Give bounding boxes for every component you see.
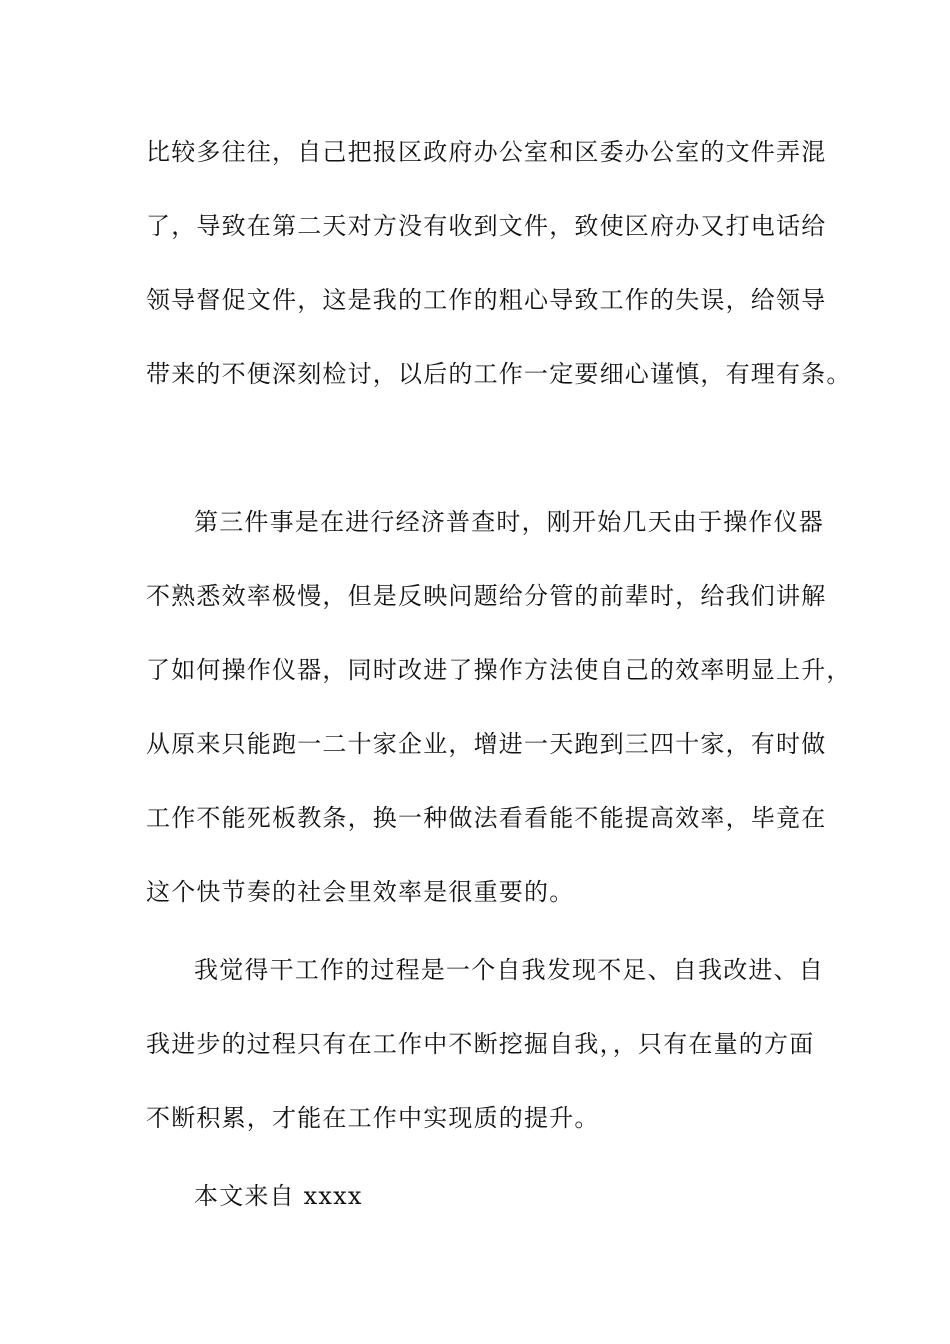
paragraph-1-line-4: 带来的不便深刻检讨，以后的工作一定要细心谨慎，有理有条。 xyxy=(146,360,852,388)
paragraph-2-line-2: 不熟悉效率极慢，但是反映问题给分管的前辈时，给我们讲解 xyxy=(146,582,827,610)
paragraph-1-line-2: 了，导致在第二天对方没有收到文件，致使区府办又打电话给 xyxy=(146,212,827,240)
paragraph-3-line-2: 我进步的过程只有在工作中不断挖掘自我，，只有在量的方面 xyxy=(146,1030,815,1058)
paragraph-1-line-3: 领导督促文件，这是我的工作的粗心导致工作的失误，给领导 xyxy=(146,286,827,314)
paragraph-2-line-1: 第三件事是在进行经济普查时，刚开始几天由于操作仪器 xyxy=(194,508,824,536)
paragraph-3-line-3: 不断积累，才能在工作中实现质的提升。 xyxy=(146,1104,600,1132)
paragraph-2-line-5: 工作不能死板教条，换一种做法看看能不能提高效率，毕竟在 xyxy=(146,804,827,832)
paragraph-2-line-4: 从原来只能跑一二十家企业，增进一天跑到三四十家，有时做 xyxy=(146,730,827,758)
paragraph-3-line-1: 我觉得干工作的过程是一个自我发现不足、自我改进、自 xyxy=(194,956,824,984)
paragraph-1-line-1: 比较多往往，自己把报区政府办公室和区委办公室的文件弄混 xyxy=(146,138,827,166)
source-note: 本文来自 xxxx xyxy=(194,1182,363,1210)
paragraph-2-line-6: 这个快节奏的社会里效率是很重要的。 xyxy=(146,878,575,906)
paragraph-2-line-3: 了如何操作仪器，同时改进了操作方法使自己的效率明显上升， xyxy=(146,656,852,684)
